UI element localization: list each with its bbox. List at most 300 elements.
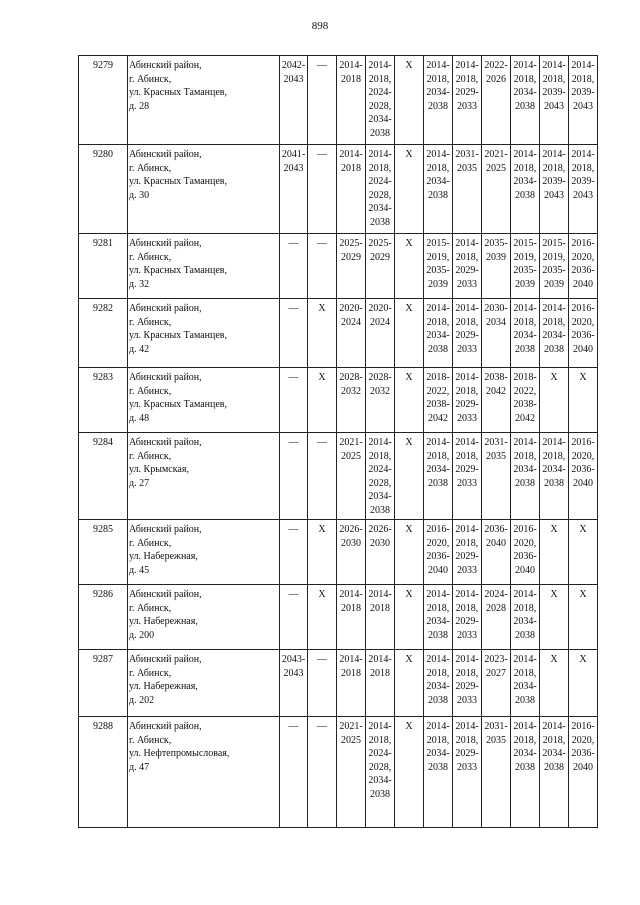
period-line: 2018, — [513, 162, 537, 174]
period-line: 2038 — [515, 100, 535, 112]
period-line: 2018, — [513, 73, 537, 85]
period-line: — — [288, 238, 299, 249]
period-line: 2043 — [573, 100, 593, 112]
period-line: Х — [550, 372, 558, 383]
period-line: 2033 — [457, 100, 477, 112]
period-line: 2014- — [542, 149, 566, 160]
period-line: 2014- — [542, 721, 566, 732]
period-line: 2018, — [368, 734, 392, 746]
period-line: 2034- — [513, 681, 537, 692]
period-line: 2039 — [515, 278, 535, 290]
period-line: 2031- — [484, 437, 508, 448]
period-line: 2016- — [513, 524, 537, 535]
period-line: 2020, — [426, 537, 450, 549]
address-line: д. 200 — [129, 629, 155, 641]
period-line: 2040 — [515, 564, 535, 576]
period-line: 2014- — [455, 524, 479, 535]
period-cell-10 — [540, 56, 569, 145]
period-line: 2043 — [283, 73, 304, 85]
period-cell-7 — [453, 650, 482, 717]
period-line: 2038 — [544, 343, 564, 355]
period-cell-2 — [308, 520, 337, 585]
period-line: 2016- — [571, 303, 595, 314]
period-line: 2020, — [571, 450, 595, 462]
period-cell-3 — [337, 145, 366, 234]
period-line: 2029- — [455, 87, 479, 98]
address-line: Абинский район, — [129, 149, 202, 160]
period-line: 2025 — [341, 734, 361, 746]
address-line: г. Абинск, — [129, 73, 172, 85]
period-cell-3 — [337, 520, 366, 585]
period-line: 2034- — [368, 775, 392, 786]
period-line: 2034- — [426, 87, 450, 98]
period-cell-4 — [366, 56, 395, 145]
table-row — [79, 585, 598, 650]
period-cell-3 — [337, 234, 366, 299]
period-line: 2034- — [513, 464, 537, 475]
period-line: 2024- — [368, 464, 392, 475]
period-line: 2039 — [428, 278, 448, 290]
period-line: 2014- — [368, 60, 392, 71]
address-line: ул. Красных Таманцев, — [129, 176, 228, 187]
page-number: 898 — [311, 20, 329, 32]
period-line: 2018, — [455, 602, 479, 614]
period-line: Х — [318, 589, 326, 600]
period-line: Х — [550, 589, 558, 600]
address-line: д. 45 — [129, 564, 150, 576]
period-line: 2016- — [571, 437, 595, 448]
period-cell-5 — [395, 585, 424, 650]
period-cell-4 — [366, 717, 395, 828]
period-line: 2038 — [544, 761, 564, 773]
period-cell-11 — [569, 520, 598, 585]
row-number-cell: 9283 — [79, 368, 128, 433]
period-line: 2043 — [544, 189, 564, 201]
period-line: 2029 — [341, 251, 361, 263]
period-cell-2 — [308, 585, 337, 650]
period-line: 2040 — [573, 761, 593, 773]
period-line: 2040 — [428, 564, 448, 576]
period-line: 2029- — [455, 330, 479, 341]
period-cell-5 — [395, 650, 424, 717]
period-cell-7 — [453, 520, 482, 585]
period-cell-1 — [280, 433, 308, 520]
period-line: 2014- — [426, 654, 450, 665]
address-line: ул. Красных Таманцев, — [129, 399, 228, 410]
period-line: 2024- — [484, 589, 508, 600]
period-cell-8 — [482, 56, 511, 145]
period-cell-7 — [453, 145, 482, 234]
period-line: 2014- — [542, 60, 566, 71]
period-cell-9 — [511, 56, 540, 145]
period-line: 2018, — [455, 73, 479, 85]
period-cell-9 — [511, 520, 540, 585]
period-line: 2018, — [368, 73, 392, 85]
period-line: 2035 — [486, 450, 506, 462]
period-line: 2038 — [428, 189, 448, 201]
period-line: 2028, — [368, 477, 392, 489]
period-cell-3 — [337, 650, 366, 717]
period-cell-10 — [540, 433, 569, 520]
period-line: 2031- — [484, 721, 508, 732]
period-line: 2014- — [455, 654, 479, 665]
period-line: 2014- — [455, 437, 479, 448]
period-line: 2018, — [542, 162, 566, 174]
period-line: Х — [405, 654, 413, 665]
period-cell-6 — [424, 520, 453, 585]
address-line: г. Абинск, — [129, 162, 172, 174]
period-cell-1 — [280, 56, 308, 145]
period-line: 2034- — [542, 464, 566, 475]
period-line: — — [288, 303, 299, 314]
address-line: д. 28 — [129, 100, 150, 112]
period-cell-5 — [395, 520, 424, 585]
table-row — [79, 650, 598, 717]
period-line: 2024- — [368, 176, 392, 187]
period-line: Х — [550, 524, 558, 535]
period-line: 2034- — [368, 203, 392, 214]
period-line: 2039 — [486, 251, 506, 263]
period-line: 2018, — [455, 537, 479, 549]
period-line: 2036- — [571, 330, 595, 341]
period-line: 2024- — [368, 748, 392, 759]
period-line: 2018, — [513, 734, 537, 746]
period-line: 2034- — [513, 616, 537, 627]
period-line: 2027 — [486, 667, 506, 679]
period-line: 2036- — [513, 551, 537, 562]
period-line: 2025 — [486, 162, 506, 174]
period-line: 2038 — [515, 761, 535, 773]
period-line: — — [317, 149, 327, 160]
address-line: д. 32 — [129, 278, 150, 290]
period-line: 2038 — [428, 100, 448, 112]
period-line: 2038 — [428, 629, 448, 641]
period-line: 2034- — [513, 176, 537, 187]
period-line: 2014- — [455, 60, 479, 71]
period-line: 2038 — [544, 477, 564, 489]
period-line: 2038 — [515, 694, 535, 706]
period-line: 2031- — [455, 149, 479, 160]
address-line: д. 202 — [129, 694, 155, 706]
period-line: 2024- — [368, 87, 392, 98]
address-line: ул. Красных Таманцев, — [129, 330, 228, 341]
period-line: 2036- — [571, 265, 595, 276]
address-line: д. 47 — [129, 761, 150, 773]
address-line: г. Абинск, — [129, 450, 172, 462]
period-line: 2043 — [544, 100, 564, 112]
period-line: 2018, — [426, 450, 450, 462]
period-line: 2014- — [426, 60, 450, 71]
period-line: 2029- — [455, 681, 479, 692]
period-cell-2 — [308, 145, 337, 234]
address-line: ул. Набережная, — [129, 681, 198, 692]
period-cell-9 — [511, 585, 540, 650]
period-line: 2018, — [513, 667, 537, 679]
period-line: 2029- — [455, 265, 479, 276]
period-cell-2 — [308, 650, 337, 717]
period-cell-3 — [337, 585, 366, 650]
period-line: 2015- — [426, 238, 450, 249]
period-line: 2018 — [370, 667, 390, 679]
address-cell — [128, 717, 280, 828]
period-cell-3 — [337, 299, 366, 368]
period-line: 2036- — [484, 524, 508, 535]
building-repair-schedule-table — [78, 55, 598, 828]
period-line: 2020, — [571, 251, 595, 263]
period-line: 2029- — [455, 551, 479, 562]
period-line: 2034- — [513, 330, 537, 341]
address-cell — [128, 585, 280, 650]
period-line: 2014- — [513, 589, 537, 600]
period-cell-10 — [540, 234, 569, 299]
address-cell — [128, 56, 280, 145]
period-cell-6 — [424, 433, 453, 520]
period-cell-10 — [540, 717, 569, 828]
period-line: 2039- — [542, 87, 566, 98]
row-number-cell: 9284 — [79, 433, 128, 520]
period-line: — — [288, 589, 299, 600]
period-line: 2018, — [426, 162, 450, 174]
period-line: 2018, — [571, 73, 595, 85]
period-line: 2028, — [368, 189, 392, 201]
period-cell-1 — [280, 585, 308, 650]
period-line: Х — [318, 372, 326, 383]
period-cell-8 — [482, 145, 511, 234]
period-line: 2014- — [426, 721, 450, 732]
period-line: 2038 — [370, 127, 390, 139]
period-line: 2035- — [513, 265, 537, 276]
period-line: 2018, — [542, 450, 566, 462]
period-line: 2038 — [515, 629, 535, 641]
period-line: 2038 — [515, 189, 535, 201]
period-line: 2018, — [426, 73, 450, 85]
period-cell-10 — [540, 520, 569, 585]
period-line: 2033 — [457, 564, 477, 576]
period-line: Х — [579, 372, 587, 383]
period-line: Х — [405, 524, 413, 535]
period-line: 2035 — [457, 162, 477, 174]
period-cell-11 — [569, 585, 598, 650]
table-row — [79, 56, 598, 145]
row-number-cell: 9279 — [79, 56, 128, 145]
period-line: 2035- — [484, 238, 508, 249]
address-cell — [128, 234, 280, 299]
table-row — [79, 520, 598, 585]
period-line: 2018, — [426, 667, 450, 679]
period-cell-7 — [453, 368, 482, 433]
period-cell-10 — [540, 299, 569, 368]
period-line: 2030 — [370, 537, 390, 549]
period-line: 2024 — [341, 316, 361, 328]
period-line: 2030 — [341, 537, 361, 549]
address-line: д. 42 — [129, 343, 150, 355]
period-line: 2018, — [542, 73, 566, 85]
period-line: 2040 — [573, 343, 593, 355]
period-cell-9 — [511, 717, 540, 828]
period-line: 2036- — [426, 551, 450, 562]
period-line: 2030- — [484, 303, 508, 314]
period-line: 2040 — [573, 477, 593, 489]
period-cell-6 — [424, 56, 453, 145]
period-line: 2039 — [544, 278, 564, 290]
period-line: 2014- — [571, 149, 595, 160]
period-line: 2020, — [513, 537, 537, 549]
period-cell-1 — [280, 145, 308, 234]
row-number-cell: 9285 — [79, 520, 128, 585]
period-line: — — [288, 524, 299, 535]
period-cell-8 — [482, 368, 511, 433]
period-line: 2018- — [513, 372, 537, 383]
address-line: г. Абинск, — [129, 537, 172, 549]
period-line: — — [317, 437, 327, 448]
period-line: 2038 — [428, 694, 448, 706]
period-line: 2038 — [370, 504, 390, 516]
period-line: 2014- — [426, 149, 450, 160]
period-line: — — [317, 60, 327, 71]
period-line: Х — [405, 303, 413, 314]
period-line: 2021- — [339, 721, 363, 732]
period-line: 2023- — [484, 654, 508, 665]
period-line: 2018 — [341, 162, 361, 174]
table-row — [79, 368, 598, 433]
period-line: 2018, — [455, 667, 479, 679]
period-cell-8 — [482, 299, 511, 368]
period-line: 2018, — [513, 602, 537, 614]
period-cell-10 — [540, 145, 569, 234]
period-line: — — [317, 654, 327, 665]
period-cell-9 — [511, 234, 540, 299]
period-line: 2040 — [486, 537, 506, 549]
period-line: 2040 — [573, 278, 593, 290]
period-cell-3 — [337, 56, 366, 145]
period-line: 2028- — [339, 372, 363, 383]
period-line: 2032 — [370, 385, 390, 397]
period-line: 2033 — [457, 694, 477, 706]
period-cell-9 — [511, 299, 540, 368]
period-line: 2018, — [513, 450, 537, 462]
period-cell-9 — [511, 650, 540, 717]
period-line: 2018, — [426, 734, 450, 746]
period-cell-10 — [540, 650, 569, 717]
period-cell-11 — [569, 299, 598, 368]
period-line: 2018, — [455, 385, 479, 397]
period-line: 2014- — [339, 149, 363, 160]
period-line: 2014- — [571, 60, 595, 71]
period-line: — — [288, 437, 299, 448]
period-cell-2 — [308, 299, 337, 368]
period-line: 2034- — [426, 681, 450, 692]
period-cell-1 — [280, 234, 308, 299]
period-line: Х — [318, 524, 326, 535]
period-cell-10 — [540, 368, 569, 433]
period-line: 2034- — [426, 748, 450, 759]
period-line: 2028 — [486, 602, 506, 614]
period-line: Х — [405, 437, 413, 448]
period-line: 2019, — [542, 251, 566, 263]
address-line: д. 48 — [129, 412, 150, 424]
period-cell-5 — [395, 433, 424, 520]
period-line: 2024 — [370, 316, 390, 328]
period-cell-11 — [569, 56, 598, 145]
period-cell-9 — [511, 145, 540, 234]
address-cell — [128, 299, 280, 368]
period-line: 2022, — [513, 385, 537, 397]
period-cell-7 — [453, 234, 482, 299]
period-cell-6 — [424, 299, 453, 368]
row-number-cell: 9282 — [79, 299, 128, 368]
period-line: 2034- — [426, 330, 450, 341]
period-line: 2029 — [370, 251, 390, 263]
period-line: 2014- — [455, 238, 479, 249]
period-cell-6 — [424, 368, 453, 433]
period-line: 2014- — [339, 589, 363, 600]
period-line: 2014- — [513, 303, 537, 314]
period-cell-11 — [569, 368, 598, 433]
period-line: 2025- — [339, 238, 363, 249]
period-line: 2018 — [370, 602, 390, 614]
period-line: 2043 — [283, 667, 304, 679]
period-line: 2014- — [426, 303, 450, 314]
period-cell-4 — [366, 299, 395, 368]
period-cell-11 — [569, 717, 598, 828]
period-line: 2014- — [513, 437, 537, 448]
address-line: ул. Набережная, — [129, 551, 198, 562]
row-number-cell: 9287 — [79, 650, 128, 717]
period-cell-1 — [280, 650, 308, 717]
period-cell-11 — [569, 145, 598, 234]
period-line: Х — [550, 654, 558, 665]
period-cell-2 — [308, 56, 337, 145]
period-cell-4 — [366, 368, 395, 433]
period-cell-7 — [453, 56, 482, 145]
period-line: 2038 — [370, 216, 390, 228]
period-cell-4 — [366, 145, 395, 234]
period-line: 2014- — [513, 654, 537, 665]
period-line: 2014- — [513, 721, 537, 732]
period-cell-3 — [337, 717, 366, 828]
period-line: 2039- — [571, 87, 595, 98]
period-line: 2034- — [513, 87, 537, 98]
period-cell-2 — [308, 368, 337, 433]
period-cell-11 — [569, 433, 598, 520]
period-line: 2041- — [281, 149, 306, 160]
period-line: 2020, — [571, 734, 595, 746]
period-cell-6 — [424, 145, 453, 234]
period-line: 2018, — [368, 450, 392, 462]
period-line: 2038- — [513, 399, 537, 410]
period-line: 2025- — [368, 238, 392, 249]
period-line: 2028, — [368, 761, 392, 773]
address-line: г. Абинск, — [129, 251, 172, 263]
period-cell-3 — [337, 368, 366, 433]
period-line: 2043- — [281, 654, 306, 665]
address-line: Абинский район, — [129, 437, 202, 448]
period-line: 2018- — [426, 372, 450, 383]
period-cell-4 — [366, 585, 395, 650]
period-cell-4 — [366, 520, 395, 585]
period-line: 2039- — [571, 176, 595, 187]
address-line: Абинский район, — [129, 60, 202, 71]
address-line: Абинский район, — [129, 524, 202, 535]
period-line: — — [317, 721, 327, 732]
row-number-cell: 9288 — [79, 717, 128, 828]
period-cell-7 — [453, 433, 482, 520]
period-line: 2035- — [426, 265, 450, 276]
period-line: 2014- — [426, 589, 450, 600]
period-line: 2029- — [455, 399, 479, 410]
address-line: д. 30 — [129, 189, 150, 201]
period-line: 2032 — [341, 385, 361, 397]
